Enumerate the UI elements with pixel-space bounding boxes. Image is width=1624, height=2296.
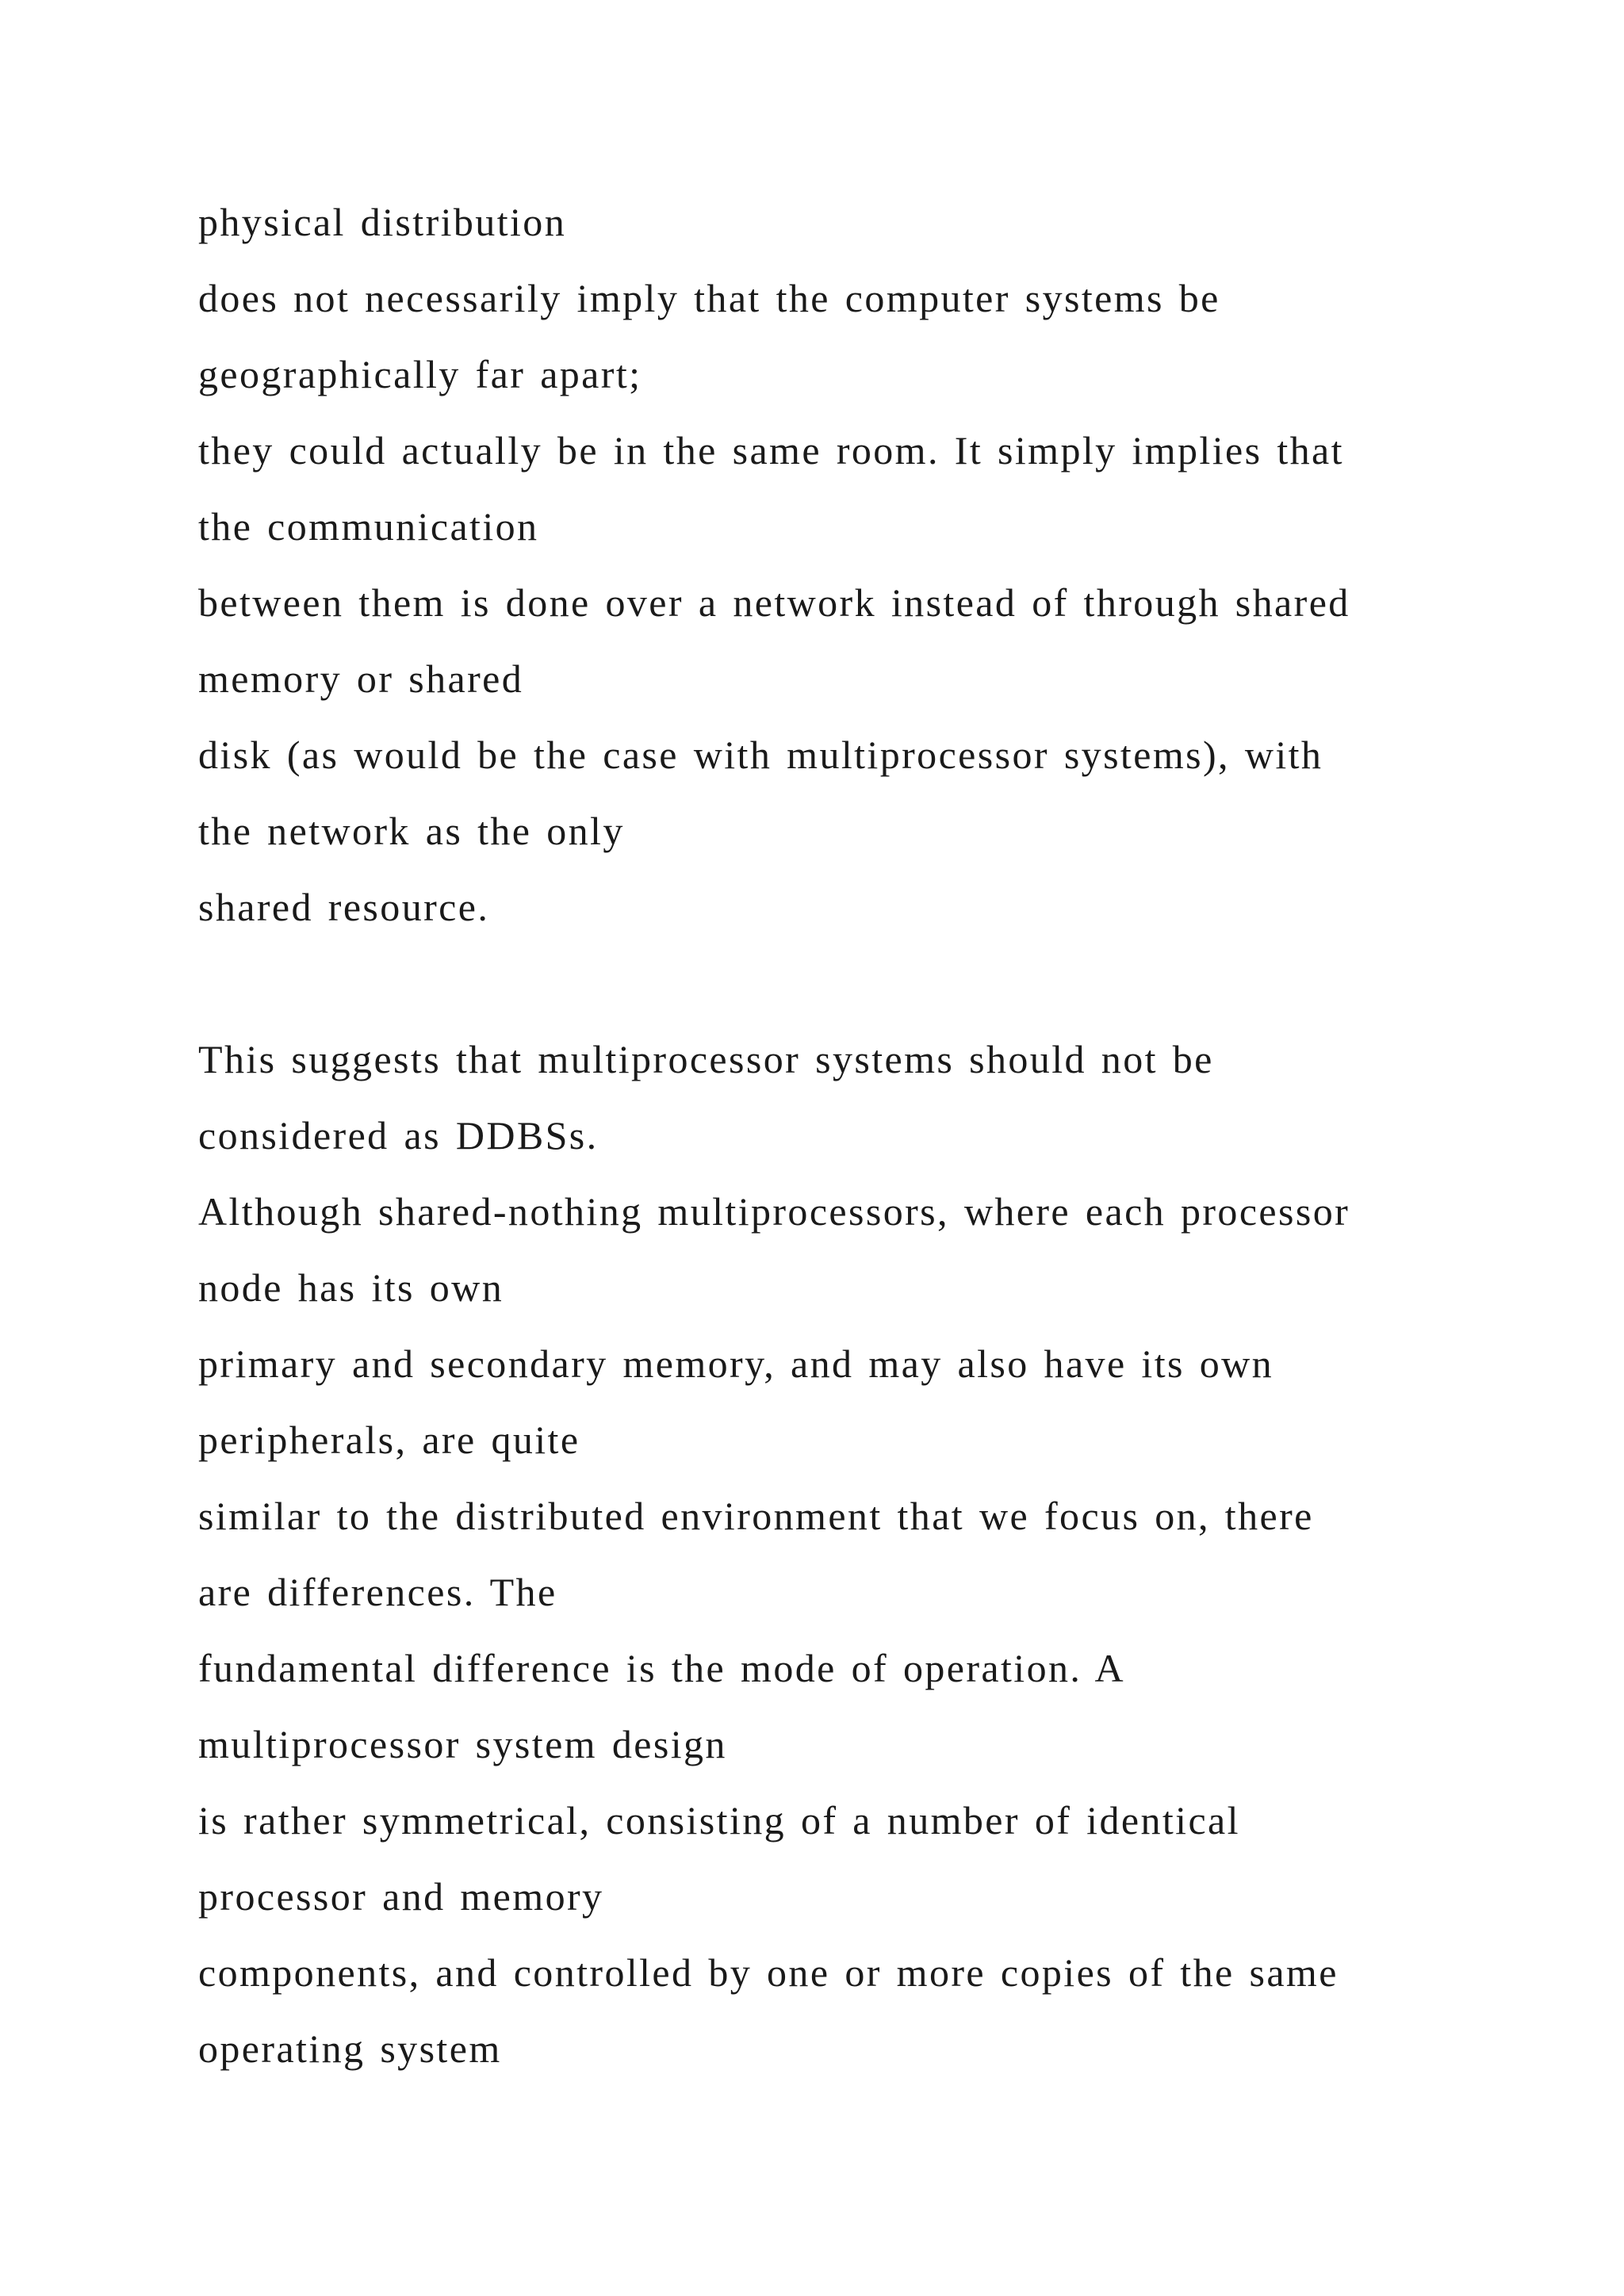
text-line: This suggests that multiprocessor systems should not be xyxy=(198,1037,1214,1081)
text-line: components, and controlled by one or more copies of the same xyxy=(198,1950,1339,1995)
paragraph-break xyxy=(198,950,1507,1026)
text-line: are differences. The xyxy=(198,1570,557,1614)
text-line: peripherals, are quite xyxy=(198,1418,580,1462)
paragraph-1 xyxy=(198,189,1507,950)
text-line: Although shared-nothing multiprocessors, where each processor xyxy=(198,1189,1350,1234)
text-line: processor and memory xyxy=(198,1874,604,1919)
text-line: disk (as would be the case with multiprocessor systems), with xyxy=(198,733,1323,777)
text-line: physical distribution xyxy=(198,200,567,244)
text-line: between them is done over a network instead of through shared xyxy=(198,580,1350,625)
text-line: memory or shared xyxy=(198,656,524,701)
text-line: operating system xyxy=(198,2026,502,2071)
text-line: multiprocessor system design xyxy=(198,1722,727,1766)
text-line: is rather symmetrical, consisting of a number of identical xyxy=(198,1798,1240,1843)
document-body xyxy=(198,189,1507,2091)
text-line: node has its own xyxy=(198,1265,504,1310)
text-line: primary and secondary memory, and may also have its own xyxy=(198,1341,1274,1386)
text-line: shared resource. xyxy=(198,885,490,929)
text-line: fundamental difference is the mode of operation. A xyxy=(198,1646,1125,1690)
text-line: they could actually be in the same room. It simply implies that xyxy=(198,428,1344,473)
text-line: the network as the only xyxy=(198,809,625,853)
text-line: the communication xyxy=(198,504,539,549)
text-line: similar to the distributed environment that we focus on, there xyxy=(198,1494,1314,1538)
text-line: geographically far apart; xyxy=(198,352,642,396)
text-line: considered as DDBSs. xyxy=(198,1113,599,1158)
text-line: does not necessarily imply that the computer systems be xyxy=(198,276,1220,320)
paragraph-2 xyxy=(198,1026,1507,2091)
